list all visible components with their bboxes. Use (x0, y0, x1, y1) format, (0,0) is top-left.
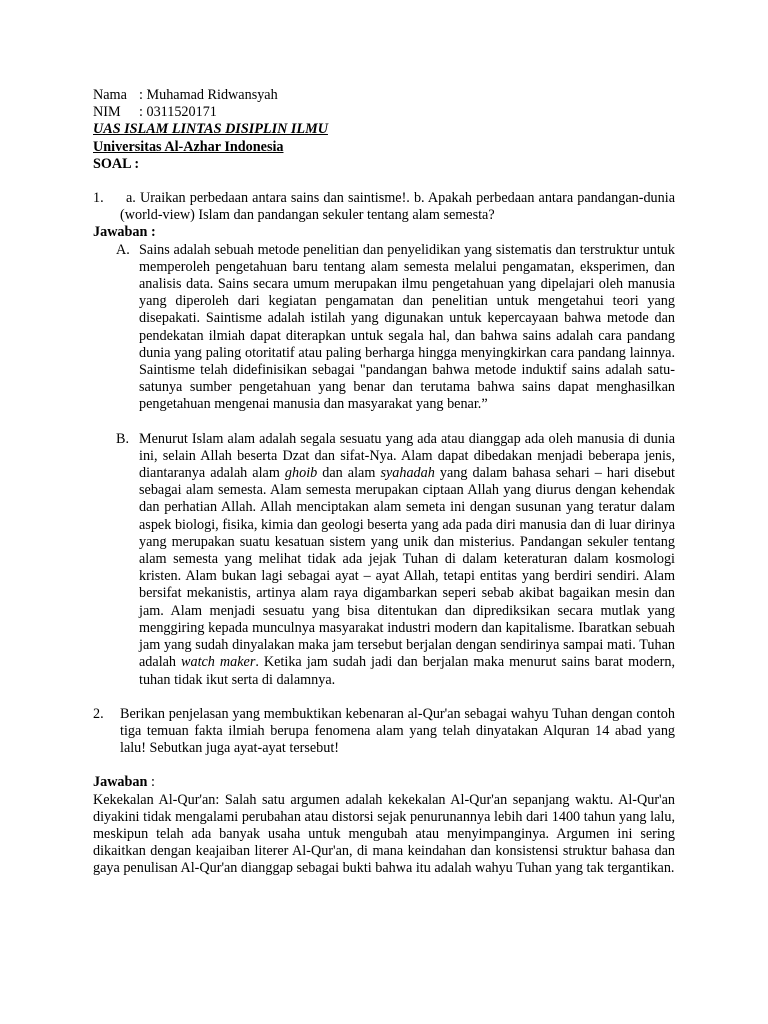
answer-1b (116, 431, 675, 689)
nim-value: : 0311520171 (139, 104, 217, 121)
answer-1a-label: A. (116, 241, 130, 258)
nim-label: NIM (93, 104, 121, 121)
answer-1-label: Jawaban : (93, 224, 156, 241)
answer-1b-label: B. (116, 430, 130, 447)
name-value: : Muhamad Ridwansyah (139, 87, 278, 103)
nim-row (93, 104, 675, 121)
question-2-number: 2. (93, 705, 104, 722)
answer-2-label: Jawaban (93, 774, 148, 791)
course-title: UAS ISLAM LINTAS DISIPLIN ILMU (93, 121, 328, 138)
answer-1b-text: Menurut Islam alam adalah segala sesuatu yang ada atau dianggap ada oleh manusia di dunia ini, selain Allah beserta Dzat dan sifat-Nya. Alam dapat dibedakan menjadi beberapa jenis, diantaranya adalah alam ghoib dan alam syahadah yang dalam bahasa sehari – hari disebut sebagai alam semesta. Alam semesta merupakan ciptaan Allah yang diurus dengan kehendak dan perhatian Allah. Allah menciptakan alam semeta ini dengan susunan yang teratur dalam aspek biologi, fisika, kimia dan geologi beserta yang ada pada diri manusia dan di luar dirinya yang merupakan suatu kesatuan sistem yang unik dan misterius. Pandangan sekuler tentang alam semesta yang melihat tidak ada jejak Tuhan di dalam keteraturan dalam kosmologi kristen. Alam bukan lagi sebagai ayat – ayat Allah, tetapi entitas yang berdiri sendiri. Alam bersifat mekanistis, artinya alam raya digambarkan seperi sebab akibat bagaikan mesin dan jam. Alam menjadi sesuatu yang bisa ditentukan dan diprediksikan secara mutlak yang menggiring kepada munculnya masyarakat industri modern dan kapitalisme. Ibaratkan sebuah jam yang sudah dinyalakan maka jam tersebut berjalan dengan sendirinya sampai mati. Tuhan adalah watch maker. Ketika jam sudah jadi dan berjalan maka menurut sains barat modern, tuhan tidak ikut serta di dalamnya. (139, 430, 676, 688)
name-label: Nama (93, 87, 127, 103)
university-name: Universitas Al-Azhar Indonesia (93, 138, 284, 155)
answer-2-colon: : (147, 774, 155, 791)
answer-1a (116, 242, 675, 414)
document-page (93, 87, 675, 878)
answer-1a-text: Sains adalah sebuah metode penelitian dan penyelidikan yang sistematis dan terstruktur untuk memperoleh pengetahuan baru tentang alam semesta melalui pengamatan, eksperimen, dan analisis data. Sains secara umum merupakan ilmu pengetahuan yang dipelajari oleh manusia yang diperoleh dari kegiatan pengamatan dan penelitian untuk mengetahui teori yang disepakati. Saintisme adalah istilah yang digunakan untuk kepercayaan bahwa metode dan pendekatan ilmiah dapat diterapkan untuk segala hal, dan bahwa sains adalah cara pandang dunia yang paling otoritatif atau paling berharga hingga menyingkirkan cara pandang lainnya. Saintisme telah didefinisikan sebagai "pandangan bahwa metode induktif sains adalah satu-satunya sumber pengetahuan yang benar dan terutama bahwa sains dapat menghasilkan pengetahuan mengenai manusia dan masyarakat yang benar.” (139, 241, 675, 413)
name-row (93, 87, 675, 104)
soal-heading: SOAL : (93, 155, 140, 172)
answer-2-text: Kekekalan Al-Qur'an: Salah satu argumen adalah kekekalan Al-Qur'an sepanjang waktu. Al-Qur'an diyakini tidak mengalami perubahan atau distorsi sejak penurunannya lebih dari 1400 tahun yang lalu, meskipun telah ada banyak usaha untuk mengubah atau menyimpanginya. Argumen ini sering dikaitkan dengan keajaiban literer Al-Qur'an, di mana keindahan dan konsistensi struktur bahasa dan gaya penulisan Al-Qur'an dianggap sebagai bukti bahwa itu adalah wahyu Tuhan yang tak tergantikan. (93, 791, 675, 877)
question-1-number: 1. (93, 190, 104, 207)
question-1-text: a. Uraikan perbedaan antara sains dan saintisme!. b. Apakah perbedaan antara pandangan-dunia (world-view) Islam dan pandangan sekuler tentang alam semesta? (120, 190, 675, 224)
question-1 (93, 190, 675, 224)
question-2 (93, 706, 675, 758)
answer-2-label-row (93, 774, 675, 791)
question-2-text: Berikan penjelasan yang membuktikan kebenaran al-Qur'an sebagai wahyu Tuhan dengan contoh tiga temuan fakta ilmiah berupa fenomena alam yang telah dinyatakan Alquran 14 abad yang lalu! Sebutkan juga ayat-ayat tersebut! (120, 705, 675, 757)
